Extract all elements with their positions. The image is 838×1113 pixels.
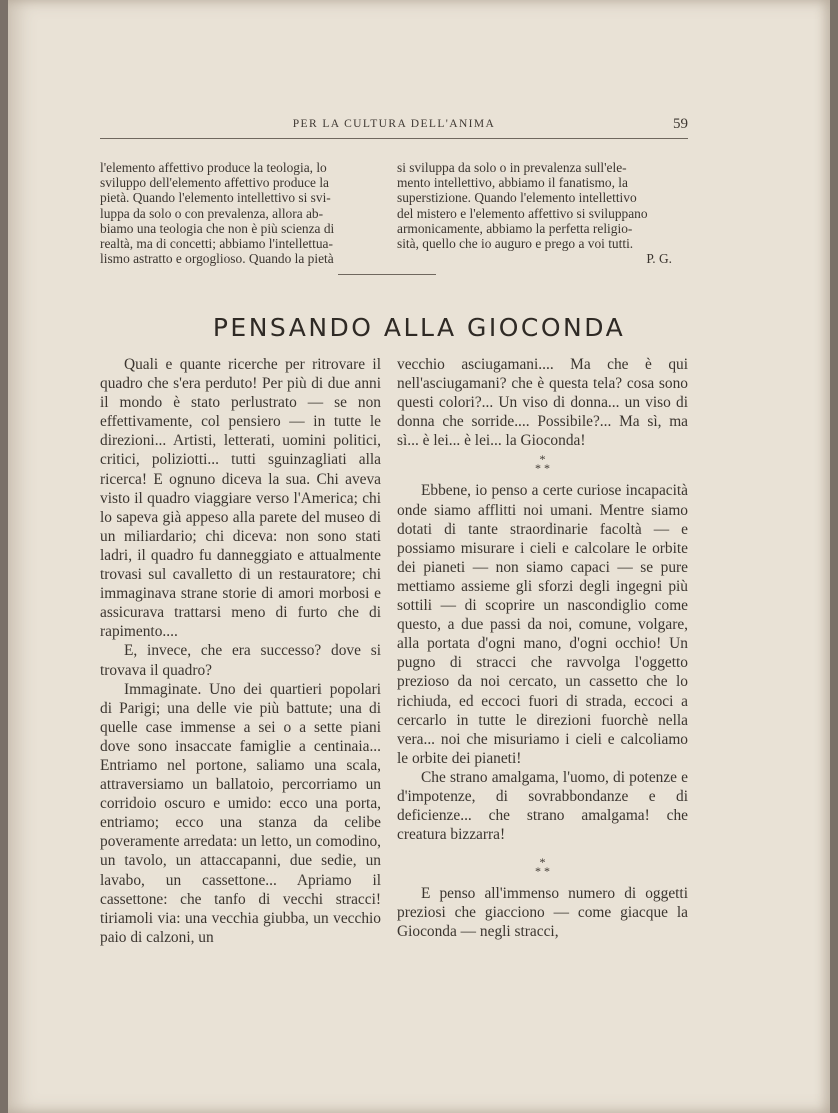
note-line: luppa da solo o con prevalenza, allora ab- [100,205,324,221]
article-left-column [100,355,381,947]
article-paragraph: Quali e quante ricerche per ritrovare il quadro che s'era perduto! Per più di due anni il mondo è stato perlustrato — se non effettivamente, col pensiero — in tutte le direzioni... Artisti, letterati, uomini politici, critici, poliziotti... tutti sguinzagliati alla ricerca! E ognuno diceva la sua. Chi aveva visto il quadro viaggiare verso l'America; chi lo sapeva già appeso alla parete del museo di un miliardario; chi diceva: non sono stati ladri, il quadro fu danneggiato e attualmente trovasi sul cavalletto di un restauratore; chi immaginava strane storie di amori morbosi e assicurava trattarsi meno di furto che di rapimento.... [100,356,381,641]
asterism-separator [397,452,688,476]
note-line: pietà. Quando l'elemento intellettivo si svi- [100,190,331,206]
note-line: superstizione. Quando l'elemento intellettivo [397,190,637,206]
note-right-column [397,160,688,266]
asterism-separator [397,855,688,879]
section-divider [338,274,436,275]
note-line: si sviluppa da solo o in prevalenza sull'ele- [397,160,627,175]
note-signature: P. G. [646,251,672,267]
article-paragraph: Che strano amalgama, l'uomo, di potenze e d'impotenze, di sovrabbondanze e di deficienze... che strano amalgama! che creatura bizzarra! [397,768,688,844]
article-paragraph: E, invece, che era successo? dove si trovava il quadro? [100,642,381,679]
note-line: l'elemento affettivo produce la teologia, lo [100,160,327,175]
running-title: PER LA CULTURA DELL'ANIMA [292,118,496,130]
note-line: sviluppo dell'elemento affettivo produce la [100,175,329,191]
article-right-column [397,355,688,942]
asterism-text: * * * [535,855,550,879]
note-line: mento intellettivo, abbiamo il fanatismo, la [397,175,628,191]
asterism-text: * * * [535,452,550,476]
article-paragraph: E penso all'immenso numero di oggetti preziosi che giacciono — come giacque la Gioconda — negli stracci, [397,885,688,941]
note-line: armonicamente, abbiamo la perfetta religio- [397,220,633,236]
article-paragraph: Ebbene, io penso a certe curiose incapacità onde siamo afflitti noi umani. Mentre siamo dotati di tante straordinarie facoltà — e possiamo misurare i cieli e calcolare le orbite dei pianeti — non siamo capaci — se pure mettiamo assieme gli sforzi degli ingegni più sottili — di scoprire un nascondiglio come questo, a due passi da noi, comune, volgare, alla portata d'ogni mano, d'ogni occhio! Un pugno di stracci che ravvolga l'oggetto prezioso da noi cercato, un cassetto che lo richiuda, ed eccoci fuori di strada, eccoci a cercarlo in tutte le direzioni fuorchè nella vera... noi che misuriamo i cieli e calcoliamo le orbite dei pianeti! [397,482,688,767]
article-title: PENSANDO ALLA GIOCONDA [212,312,626,342]
note-line: sità, quello che io auguro e prego a voi tutti. [397,236,634,252]
note-line: lismo astratto e orgoglioso. Quando la pietà [100,251,334,267]
page-number: 59 [673,116,688,132]
running-header [100,118,688,139]
note-line: realtà, ma di concetti; abbiamo l'intellettua- [100,236,333,252]
note-line: biamo una teologia che non è più scienza di [100,220,335,236]
article-paragraph: vecchio asciugamani.... Ma che è qui nell'asciugamani? che è questa tela? cosa sono questi colori?... Un viso di donna... un viso di donna che sorride.... Possibile?... Ma sì, ma sì... è lei... è lei... la Gioconda! [397,356,688,450]
note-left-column [100,160,382,266]
article-paragraph: Immaginate. Uno dei quartieri popolari di Parigi; una delle vie più battute; una di quelle case immense a sei o a sette piani dove sono insaccate famiglie a centinaia... Entriamo nel portone, saliamo una scala, attraversiamo un ballatoio, percorriamo un corridoio oscuro e umido: ecco una porta, entriamo; ecco una stanza da celibe poveramente arredata: un letto, un comodino, un tavolo, un attaccapanni, due sedie, un lavabo, un cassettone... Apriamo il cassettone: che tanfo di vecchi stracci! tiriamoli via: una vecchia giubba, un vecchio paio di calzoni, un [100,680,381,946]
note-line: del mistero e l'elemento affettivo si sviluppano [397,205,648,221]
book-page [8,0,830,1113]
